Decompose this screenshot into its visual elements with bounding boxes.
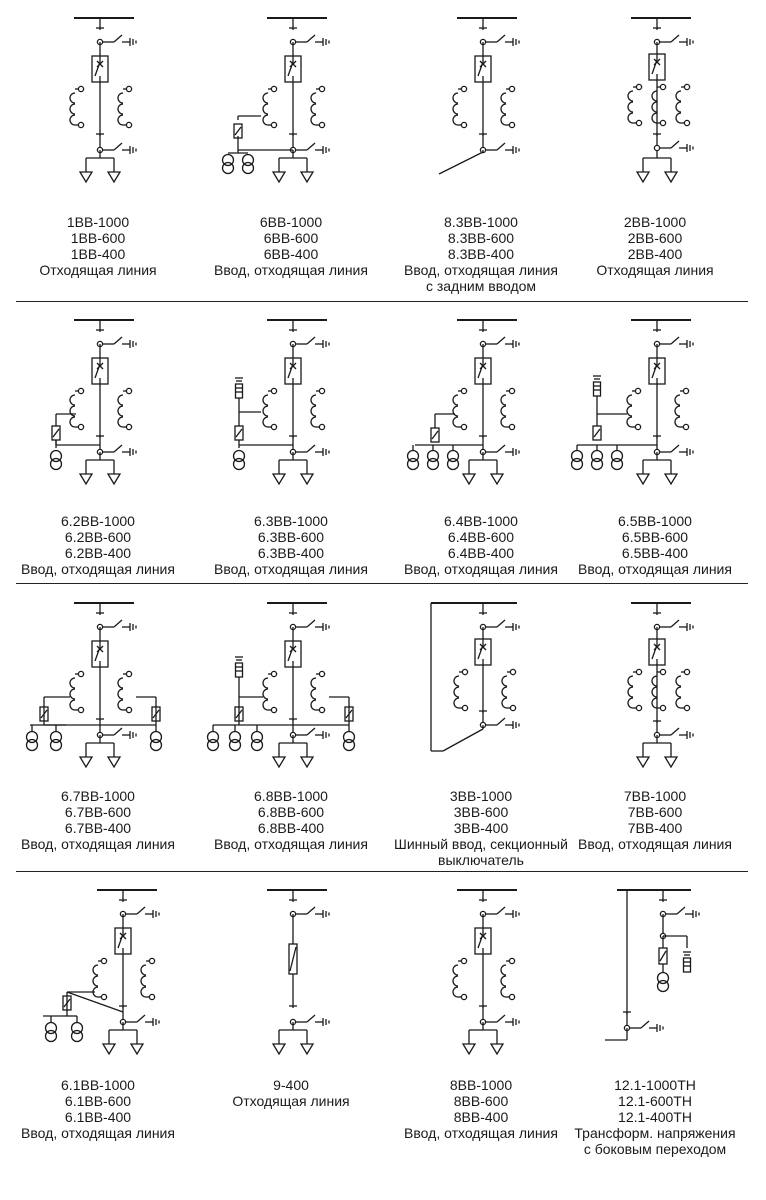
current-transformer-icon — [70, 388, 84, 429]
cell-description: Ввод, отходящая линия — [21, 836, 175, 852]
cell-description: Ввод, отходящая линия — [404, 1125, 558, 1141]
current-transformer-icon — [311, 671, 325, 712]
single-line-diagram — [605, 890, 699, 1040]
model-code: 2ВВ-1000 — [623, 214, 687, 230]
earthing-switch-icon — [659, 728, 693, 739]
single-line-diagram — [234, 320, 330, 484]
cell-description: Ввод, отходящая линия — [214, 836, 368, 852]
cable-head-icon — [80, 158, 92, 182]
ground-icon — [513, 623, 519, 631]
ground-icon — [513, 146, 519, 154]
circuit-breaker-icon — [92, 641, 108, 667]
earthing-switch-icon — [295, 728, 329, 739]
ground-icon — [323, 340, 329, 348]
schematic-6.7BB — [3, 585, 193, 785]
earthing-switch-icon — [659, 337, 693, 348]
earthing-switch-icon — [102, 620, 136, 631]
model-code: 7ВВ-1000 — [623, 788, 687, 804]
ground-icon — [687, 623, 693, 631]
cell-description: Ввод, отходящая линия — [404, 561, 558, 577]
current-transformer-icon — [676, 669, 690, 710]
cable-head-icon — [301, 460, 313, 484]
model-code: 6.2ВВ-1000 — [61, 513, 135, 529]
current-transformer-icon — [118, 388, 132, 429]
cable-head-icon — [301, 158, 313, 182]
earthing-switch-icon — [485, 1015, 519, 1026]
earthing-switch-icon — [485, 907, 519, 918]
cell-caption — [386, 1077, 576, 1141]
cable-head-icon — [273, 1030, 285, 1054]
model-code: 2ВВ-600 — [627, 230, 683, 246]
ground-icon — [687, 340, 693, 348]
schematic-1BB — [3, 0, 193, 200]
fuse-icon — [659, 948, 667, 964]
single-line-diagram — [628, 18, 693, 182]
model-code: 6.7ВВ-600 — [64, 804, 132, 820]
voltage-transformer-icon — [151, 732, 162, 751]
earthing-switch-icon — [485, 337, 519, 348]
voltage-transformer-icon — [51, 732, 62, 751]
single-line-diagram — [70, 18, 136, 182]
model-code: 9-400 — [273, 1077, 309, 1093]
model-code: 6.5ВВ-400 — [621, 545, 689, 561]
schematic-8.3BB — [386, 0, 576, 200]
single-line-diagram — [431, 603, 519, 751]
cable-head-icon — [131, 1030, 143, 1054]
model-code: 8.3ВВ-600 — [447, 230, 515, 246]
cable-head-icon — [665, 743, 677, 767]
model-code: 6.8ВВ-600 — [257, 804, 325, 820]
current-transformer-icon — [263, 86, 277, 127]
outgoing-cables — [273, 735, 313, 767]
cell-description: с задним вводом — [425, 278, 537, 294]
model-code: 6.4ВВ-600 — [447, 529, 515, 545]
ground-icon — [323, 623, 329, 631]
surge-arrester-icon — [235, 657, 243, 677]
current-transformer-icon — [628, 669, 642, 710]
single-line-diagram — [27, 603, 162, 767]
current-transformer-icon — [453, 86, 467, 127]
model-code: 1ВВ-400 — [70, 246, 126, 262]
single-line-diagram — [453, 890, 519, 1054]
schematic-12.1 — [560, 872, 750, 1072]
cell-description: Ввод, отходящая линия — [214, 561, 368, 577]
schematic-8BB — [386, 872, 576, 1072]
fuse-icon — [431, 428, 439, 442]
voltage-transformer-icon — [252, 732, 263, 751]
fuse-icon — [52, 426, 60, 440]
earthing-switch-icon — [125, 907, 159, 918]
earthing-switch-icon — [665, 907, 699, 918]
ground-icon — [130, 146, 136, 154]
model-code: 6.4ВВ-400 — [447, 545, 515, 561]
circuit-breaker-icon — [649, 358, 665, 384]
earthing-switch-icon — [485, 143, 519, 154]
model-code: 6.1ВВ-600 — [64, 1093, 132, 1109]
model-code: 6ВВ-1000 — [259, 214, 323, 230]
cell-description: Ввод, отходящая линия — [404, 262, 558, 278]
cable-head-icon — [665, 158, 677, 182]
current-transformer-icon — [652, 84, 666, 125]
current-transformer-icon — [141, 958, 155, 999]
voltage-transformer-icon — [448, 451, 459, 470]
schematic-6.8BB — [196, 585, 386, 785]
circuit-breaker-icon — [92, 56, 108, 82]
ground-icon — [513, 340, 519, 348]
cell-caption — [196, 214, 386, 278]
voltage-transformer-icon — [72, 1023, 83, 1042]
surge-arrester-icon — [593, 376, 601, 396]
cell-description: Отходящая линия — [596, 262, 714, 278]
cable-head-icon — [108, 158, 120, 182]
schematic-2BB — [560, 0, 750, 200]
cable-head-icon — [301, 743, 313, 767]
circuit-breaker-icon — [475, 56, 491, 82]
cable-head-icon — [108, 743, 120, 767]
circuit-breaker-icon — [285, 56, 301, 82]
model-code: 8.3ВВ-1000 — [444, 214, 518, 230]
ground-icon — [513, 448, 519, 456]
surge-arrester-icon — [235, 378, 243, 398]
model-code: 12.1-400ТН — [618, 1109, 692, 1125]
single-line-diagram — [223, 18, 330, 182]
single-line-diagram — [267, 890, 329, 1054]
current-transformer-icon — [70, 671, 84, 712]
earthing-switch-icon — [485, 718, 519, 729]
model-code: 7ВВ-600 — [627, 804, 683, 820]
cable-head-icon — [273, 743, 285, 767]
current-transformer-icon — [501, 388, 515, 429]
outgoing-cables — [80, 735, 120, 767]
schematic-7BB — [560, 585, 750, 785]
earthing-switch-icon — [659, 445, 693, 456]
earthing-switch-icon — [485, 445, 519, 456]
cable-head-icon — [273, 460, 285, 484]
model-code: 8ВВ-400 — [453, 1109, 509, 1125]
earthing-switch-icon — [102, 337, 136, 348]
voltage-transformer-icon — [428, 451, 439, 470]
ground-icon — [130, 731, 136, 739]
cell-description: Ввод, отходящая линия — [21, 561, 175, 577]
current-transformer-icon — [628, 84, 642, 125]
earthing-switch-icon — [485, 35, 519, 46]
model-code: 3ВВ-1000 — [449, 788, 513, 804]
cell-caption — [560, 214, 750, 278]
earthing-switch-icon — [102, 35, 136, 46]
outgoing-cables — [80, 452, 120, 484]
voltage-transformer-icon — [27, 732, 38, 751]
cell-caption — [3, 513, 193, 577]
current-transformer-icon — [501, 86, 515, 127]
ground-icon — [130, 340, 136, 348]
current-transformer-icon — [263, 671, 277, 712]
model-code: 6.7ВВ-1000 — [61, 788, 135, 804]
single-line-diagram — [51, 320, 137, 484]
model-code: 1ВВ-600 — [70, 230, 126, 246]
circuit-breaker-icon — [92, 358, 108, 384]
ground-icon — [323, 910, 329, 918]
earthing-switch-icon — [629, 1021, 663, 1032]
surge-arrester-icon — [683, 952, 691, 972]
model-code: 12.1-1000ТН — [614, 1077, 696, 1093]
ground-icon — [323, 448, 329, 456]
model-code: 6.3ВВ-1000 — [254, 513, 328, 529]
outgoing-cables — [637, 150, 677, 182]
schematic-6.2BB — [3, 302, 193, 502]
cable-head-icon — [491, 1030, 503, 1054]
cell-description: выключатель — [438, 852, 524, 868]
earthing-switch-icon — [485, 620, 519, 631]
model-code: 6ВВ-600 — [263, 230, 319, 246]
model-code: 6.3ВВ-600 — [257, 529, 325, 545]
cable-head-icon — [637, 743, 649, 767]
cell-description: Ввод, отходящая линия — [21, 1125, 175, 1141]
ground-icon — [513, 910, 519, 918]
outgoing-cables — [463, 452, 503, 484]
circuit-breaker-icon — [285, 358, 301, 384]
earthing-switch-icon — [295, 337, 329, 348]
model-code: 6.3ВВ-400 — [257, 545, 325, 561]
earthing-switch-icon — [659, 35, 693, 46]
single-line-diagram — [628, 603, 693, 767]
single-line-diagram — [43, 890, 159, 1054]
cable-head-icon — [665, 460, 677, 484]
row-divider — [16, 583, 748, 584]
circuit-breaker-icon — [649, 639, 665, 665]
circuit-breaker-icon — [475, 358, 491, 384]
model-code: 8.3ВВ-400 — [447, 246, 515, 262]
current-transformer-icon — [453, 388, 467, 429]
ground-icon — [687, 144, 693, 152]
earthing-switch-icon — [659, 141, 693, 152]
model-code: 8ВВ-600 — [453, 1093, 509, 1109]
cell-caption — [3, 1077, 193, 1141]
model-code: 6.1ВВ-400 — [64, 1109, 132, 1125]
model-code: 3ВВ-600 — [453, 804, 509, 820]
model-code: 6.2ВВ-400 — [64, 545, 132, 561]
current-transformer-icon — [652, 669, 666, 710]
ground-icon — [657, 1024, 663, 1032]
ground-icon — [693, 910, 699, 918]
cell-caption — [560, 513, 750, 577]
outgoing-cables — [273, 150, 313, 182]
fuse-icon — [289, 944, 297, 974]
cable-head-icon — [273, 158, 285, 182]
earthing-switch-icon — [102, 143, 136, 154]
model-code: 7ВВ-400 — [627, 820, 683, 836]
cable-head-icon — [80, 460, 92, 484]
model-code: 6.7ВВ-400 — [64, 820, 132, 836]
cell-description: Трансформ. напряжения — [574, 1125, 736, 1141]
ground-icon — [687, 448, 693, 456]
earthing-switch-icon — [125, 1015, 159, 1026]
voltage-transformer-icon — [234, 451, 245, 470]
earthing-switch-icon — [102, 445, 136, 456]
current-transformer-icon — [118, 86, 132, 127]
earthing-switch-icon — [102, 728, 136, 739]
model-code: 6.1ВВ-1000 — [61, 1077, 135, 1093]
cell-caption — [560, 788, 750, 852]
current-transformer-icon — [311, 86, 325, 127]
circuit-breaker-icon — [475, 928, 491, 954]
model-code: 6.8ВВ-400 — [257, 820, 325, 836]
cell-caption — [386, 788, 576, 868]
cable-head-icon — [463, 1030, 475, 1054]
voltage-transformer-icon — [592, 451, 603, 470]
earthing-switch-icon — [295, 620, 329, 631]
cable-head-icon — [103, 1030, 115, 1054]
voltage-transformer-icon — [243, 155, 254, 174]
cell-description: Ввод, отходящая линия — [578, 836, 732, 852]
earthing-switch-icon — [295, 35, 329, 46]
ground-icon — [130, 38, 136, 46]
voltage-transformer-icon — [658, 973, 669, 992]
ground-icon — [323, 38, 329, 46]
earthing-switch-icon — [295, 1015, 329, 1026]
cell-caption — [3, 214, 193, 278]
cable-head-icon — [301, 1030, 313, 1054]
model-code: 6.2ВВ-600 — [64, 529, 132, 545]
fuse-icon — [234, 124, 242, 138]
cable-head-icon — [463, 460, 475, 484]
outgoing-cables — [273, 1022, 313, 1054]
voltage-transformer-icon — [223, 155, 234, 174]
outgoing-cables — [637, 452, 677, 484]
ground-icon — [687, 731, 693, 739]
ground-icon — [513, 38, 519, 46]
ground-icon — [687, 38, 693, 46]
current-transformer-icon — [263, 388, 277, 429]
schematic-6.3BB — [196, 302, 386, 502]
current-transformer-icon — [627, 388, 641, 429]
voltage-transformer-icon — [230, 732, 241, 751]
voltage-transformer-icon — [51, 451, 62, 470]
earthing-switch-icon — [295, 907, 329, 918]
outgoing-cables — [80, 150, 120, 182]
ground-icon — [153, 910, 159, 918]
cell-caption — [3, 788, 193, 852]
earthing-switch-icon — [295, 143, 329, 154]
voltage-transformer-icon — [208, 732, 219, 751]
cable-head-icon — [108, 460, 120, 484]
cable-head-icon — [637, 158, 649, 182]
current-transformer-icon — [675, 388, 689, 429]
single-line-diagram — [572, 320, 694, 484]
current-transformer-icon — [453, 958, 467, 999]
cable-head-icon — [637, 460, 649, 484]
current-transformer-icon — [70, 86, 84, 127]
schematic-6.5BB — [560, 302, 750, 502]
ground-icon — [323, 731, 329, 739]
ground-icon — [513, 1018, 519, 1026]
circuit-breaker-icon — [649, 54, 665, 80]
cell-caption — [386, 513, 576, 577]
voltage-transformer-icon — [344, 732, 355, 751]
cell-caption — [196, 513, 386, 577]
model-code: 6ВВ-400 — [263, 246, 319, 262]
circuit-breaker-icon — [475, 639, 491, 665]
outgoing-cables — [273, 452, 313, 484]
current-transformer-icon — [311, 388, 325, 429]
ground-icon — [323, 1018, 329, 1026]
outgoing-cables — [463, 1022, 503, 1054]
current-transformer-icon — [501, 958, 515, 999]
model-code: 1ВВ-1000 — [66, 214, 130, 230]
cell-caption — [196, 788, 386, 852]
cell-description: Отходящая линия — [39, 262, 157, 278]
current-transformer-icon — [93, 958, 107, 999]
cell-caption — [196, 1077, 386, 1109]
model-code: 6.5ВВ-600 — [621, 529, 689, 545]
ground-icon — [513, 721, 519, 729]
cell-caption — [386, 214, 576, 294]
fuse-icon — [593, 426, 601, 440]
current-transformer-icon — [118, 671, 132, 712]
ground-icon — [153, 1018, 159, 1026]
cable-head-icon — [491, 460, 503, 484]
ground-icon — [130, 448, 136, 456]
model-code: 6.5ВВ-1000 — [618, 513, 692, 529]
schematic-6.1BB — [3, 872, 193, 1072]
voltage-transformer-icon — [572, 451, 583, 470]
model-code: 6.8ВВ-1000 — [254, 788, 328, 804]
ground-icon — [130, 623, 136, 631]
cell-description: Ввод, отходящая линия — [578, 561, 732, 577]
earthing-switch-icon — [295, 445, 329, 456]
single-line-diagram — [439, 18, 519, 174]
fuse-icon — [235, 426, 243, 440]
cell-description: Отходящая линия — [232, 1093, 350, 1109]
voltage-transformer-icon — [612, 451, 623, 470]
cable-head-icon — [80, 743, 92, 767]
current-transformer-icon — [454, 669, 468, 710]
model-code: 2ВВ-400 — [627, 246, 683, 262]
single-line-diagram — [208, 603, 355, 767]
single-line-diagram — [408, 320, 520, 484]
current-transformer-icon — [676, 84, 690, 125]
schematic-9 — [196, 872, 386, 1072]
outgoing-cables — [637, 735, 677, 767]
cell-description: Ввод, отходящая линия — [214, 262, 368, 278]
current-transformer-icon — [502, 669, 516, 710]
model-code: 12.1-600ТН — [618, 1093, 692, 1109]
model-code: 8ВВ-1000 — [449, 1077, 513, 1093]
voltage-transformer-icon — [408, 451, 419, 470]
ground-icon — [323, 146, 329, 154]
voltage-transformer-icon — [46, 1023, 57, 1042]
circuit-breaker-icon — [285, 641, 301, 667]
schematic-6.4BB — [386, 302, 576, 502]
earthing-switch-icon — [659, 620, 693, 631]
cell-caption — [560, 1077, 750, 1157]
schematic-3BB — [386, 585, 576, 785]
circuit-breaker-icon — [115, 928, 131, 954]
schematic-6BB — [196, 0, 386, 200]
model-code: 6.4ВВ-1000 — [444, 513, 518, 529]
outgoing-cables — [103, 1022, 143, 1054]
cell-description: с боковым переходом — [583, 1141, 727, 1157]
cell-description: Шинный ввод, секционный — [394, 836, 568, 852]
model-code: 3ВВ-400 — [453, 820, 509, 836]
